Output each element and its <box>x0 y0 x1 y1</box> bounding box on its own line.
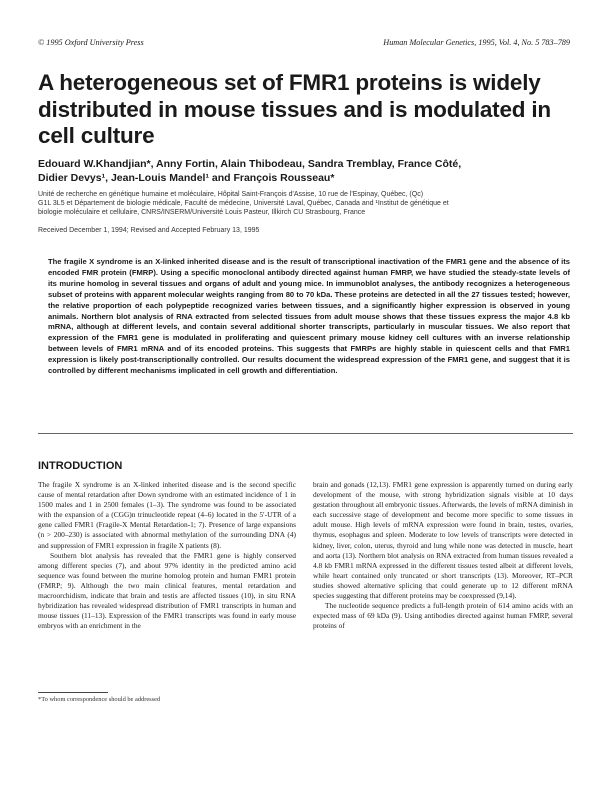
affiliation-line-1: Unité de recherche en génétique humaine et moléculaire, Hôpital Saint-François d'Assise, 10 rue de l'Espinay, Québec, (Qc) <box>38 191 424 198</box>
journal-citation: Human Molecular Genetics, 1995, Vol. 4, No. 5 783–789 <box>383 38 570 47</box>
body-column-right <box>313 480 573 631</box>
paragraph: The nucleotide sequence predicts a full-length protein of 614 amino acids with an expected mass of 69 kDa (9). Using antibodies directed against human FMRP, several proteins of <box>313 601 573 631</box>
paragraph: brain and gonads (12,13). FMR1 gene expression is apparently turned on during early development of the mouse, with strong hybridization signals visible at 10 days gestation throughout all embryonic tissues. Afterwards, the levels of mRNA diminish in each successive stage of development and become more specific to some tissues in adult mouse. High levels of mRNA expression were found in brain, testes, ovaries, thymus, esophagus and spleen. Moderate to low levels of transcripts were detected in kidney, liver, colon, uterus, thyroid and lung while none was detected in muscle, heart and aorta (13). Northern blot analysis on RNA extracted from human tissues revealed a 4.8 kb FMR1 mRNA expressed in the different tissues tested albeit at different levels, while heart contained only truncated or short transcripts (13). Moreover, RT–PCR studies showed alternative splicing that could generate up to 12 different mRNA species suggesting that different proteins may be coexpressed (9,14). <box>313 480 573 601</box>
paragraph: Southern blot analysis has revealed that the FMR1 gene is highly conserved among different species (7), and about 97% identity in the predicted amino acid sequence was found between the murine homolog protein and human FMR1 protein (FMRP; 9). Although the two main clinical features, mental retardation and macroorchidism, indicate that brain and testis are affected tissues (10), in situ RNA hybridization has revealed widespread distribution of FMR1 transcripts in human and mouse tissues (11–13). Expression of the FMR1 transcripts was found in early mouse embryos with an enrichment in the <box>38 550 296 631</box>
section-divider <box>38 433 573 434</box>
body-column-left <box>38 480 296 631</box>
copyright-line: © 1995 Oxford University Press <box>38 38 144 47</box>
affiliation-line-2: G1L 3L5 et Département de biologie médicale, Faculté de médecine, Université Laval, Québec, Canada and ¹Institut de génétique et <box>38 200 449 207</box>
received-dates: Received December 1, 1994; Revised and Accepted February 13, 1995 <box>38 227 260 234</box>
author-line-1: Edouard W.Khandjian*, Anny Fortin, Alain Thibodeau, Sandra Tremblay, France Côté, <box>38 158 462 170</box>
introduction-heading: INTRODUCTION <box>38 460 123 472</box>
correspondence-footnote: *To whom correspondence should be addressed <box>38 696 161 703</box>
affiliations <box>38 190 568 217</box>
paragraph: The fragile X syndrome is an X-linked inherited disease and is the second specific cause of mental retardation after Down syndrome with an estimated incidence of 1 in 1500 males and 1 in 2500 females (1–3). The syndrome was found to be associated with the expansion of a (CGG)n trinucleotide repeat (4–6) located in the 5′-UTR of a gene called FMR1 (Fragile-X Mental Retardation-1; 7). Presence of large expansions (n > 200–230) is associated with abnormal methylation of the surrounding DNA (4) and suppression of FMR1 expression in fragile X patients (8). <box>38 480 296 550</box>
article-title: A heterogeneous set of FMR1 proteins is widely distributed in mouse tissues and is modulated in cell culture <box>38 70 551 148</box>
footnote-rule <box>38 692 108 693</box>
running-header <box>38 38 570 50</box>
affiliation-line-3: biologie moléculaire et cellulaire, CNRS/INSERM/Université Louis Pasteur, Illkirch CU Strasbourg, France <box>38 209 366 216</box>
abstract: The fragile X syndrome is an X-linked inherited disease and is the result of transcriptional inactivation of the FMR1 gene and the absence of its encoded FMR protein (FMRP). Using a specific monoclonal antibody directed against human FMRP, we have studied the steady-state levels of its murine homolog in several tissues and organs of adult and young mice. In immunoblot analyses, the antibody recognizes a heterogeneous subset of proteins with apparent molecular weights ranging from 80 to 70 kDa. These proteins are detected in all the 27 tissues tested; however, the relative proportion of each polypeptide recognized varies between tissues, and a significantly higher expression is observed in young animals. Northern blot analysis of RNA extracted from selected tissues from adult mouse shows that these tissues express the major 4.8 kb mRNA, although at different levels, and contain several additional shorter transcripts, particularly in muscular tissues. We also report that expression of the FMR1 gene is modulated in proliferating and quiescent primary mouse kidney cell cultures with an inverse relationship between levels of FMR1 mRNA and of its encoded proteins. This suggests that FMRPs are highly stable in quiescent cells and that FMR1 expression is likely post-transcriptionally controlled. Our results document the widespread expression of the FMR1 gene, and suggest that it is controlled by different mechanisms implicated in cell growth and differentiation. <box>48 257 570 376</box>
author-list <box>38 158 568 185</box>
author-line-2: Didier Devys¹, Jean-Louis Mandel¹ and François Rousseau* <box>38 171 335 184</box>
